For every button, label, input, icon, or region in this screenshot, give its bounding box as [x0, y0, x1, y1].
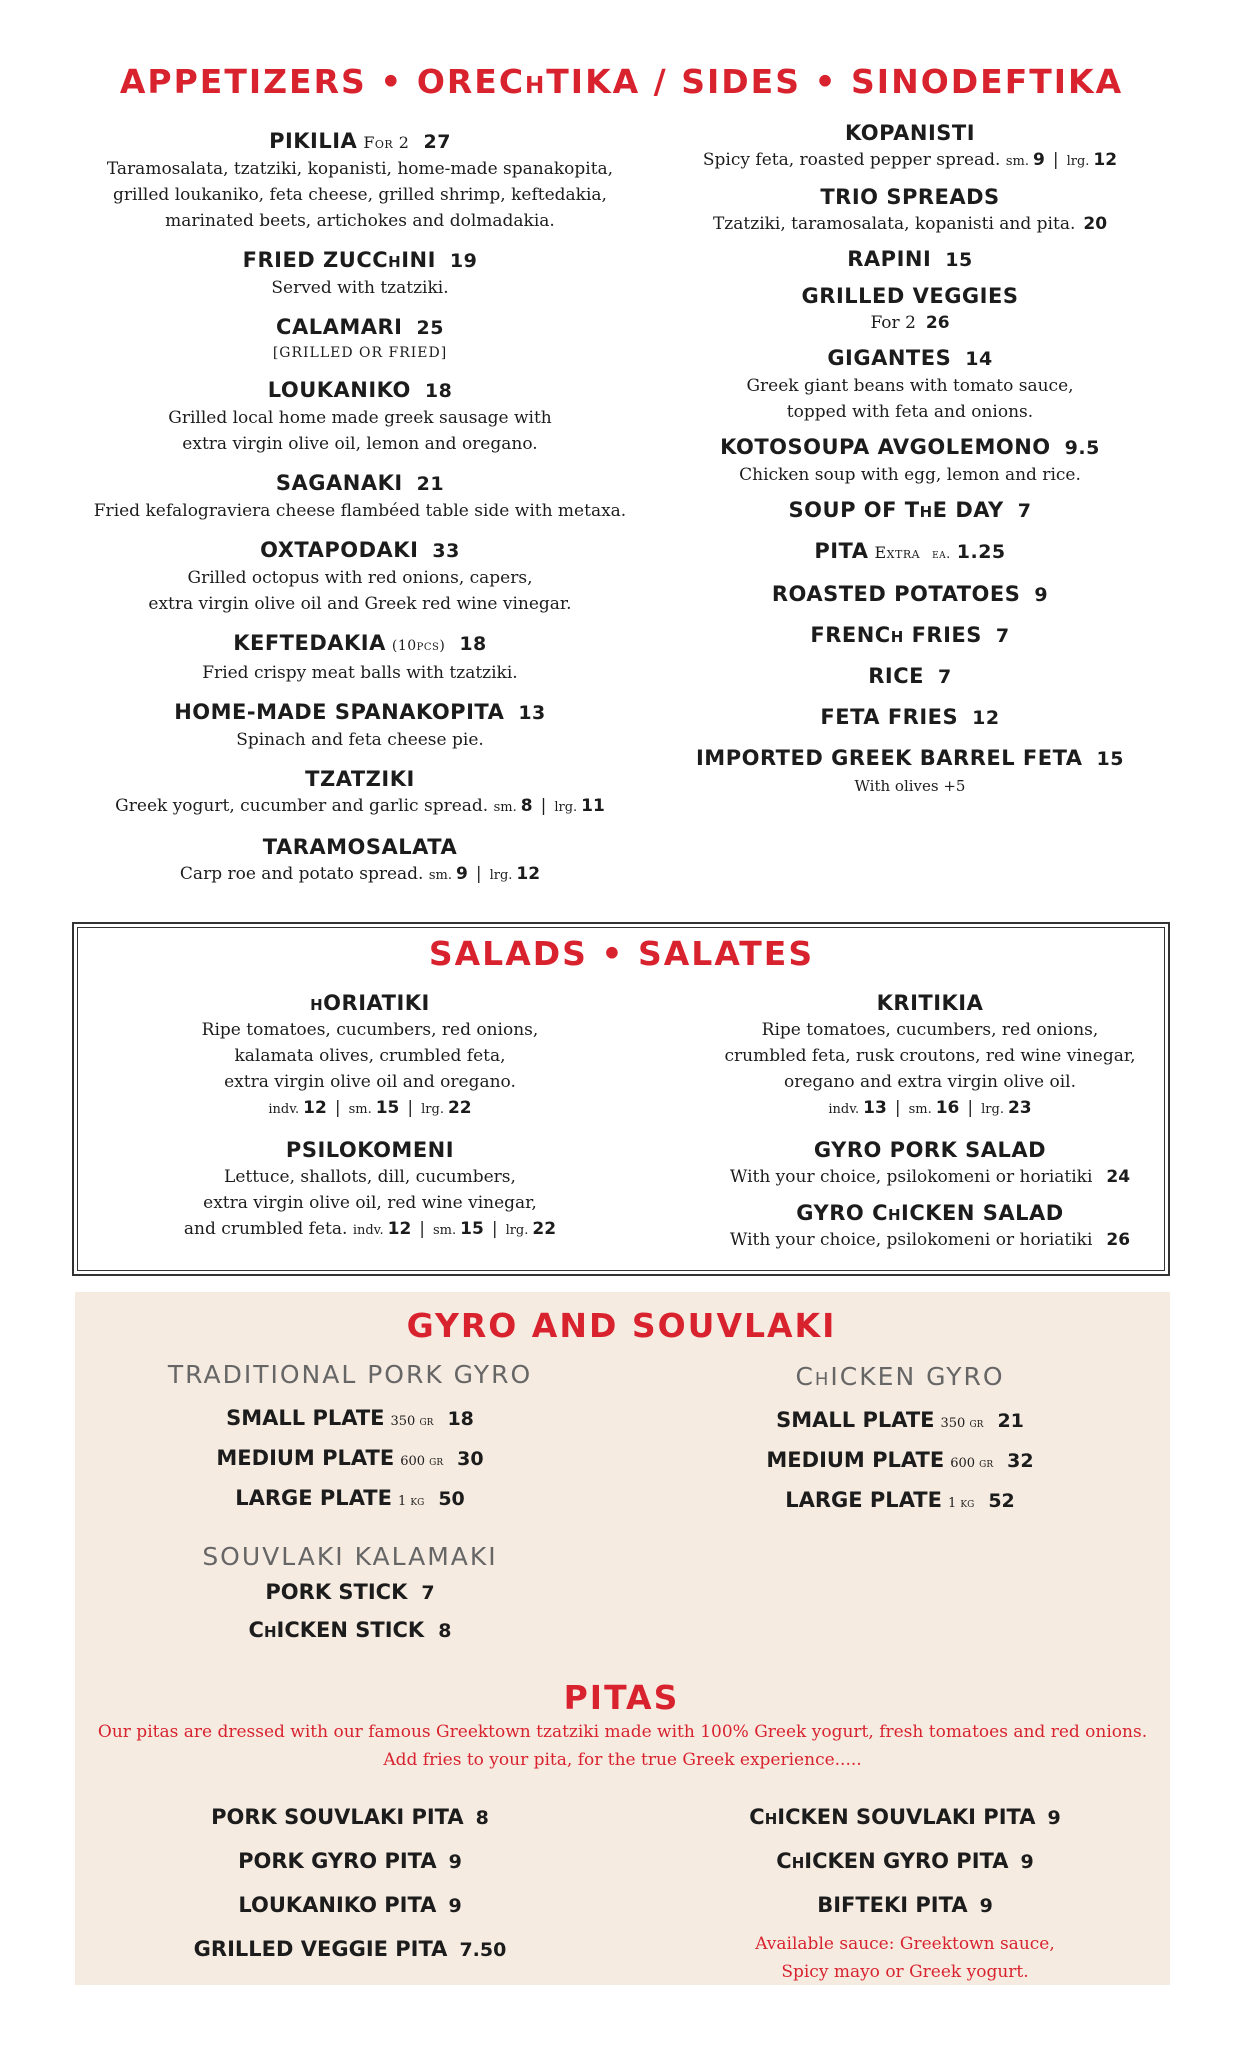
item-price: 9: [456, 864, 468, 884]
salads-left-column: [120, 990, 620, 1244]
menu-item: [80, 630, 640, 686]
menu-item: [650, 663, 1170, 691]
item-desc: With your choice, psilokomeni or horiatiki: [729, 1167, 1093, 1187]
menu-item: [80, 470, 640, 524]
item-desc: Spicy feta, roasted pepper spread.: [702, 150, 1001, 170]
item-name: GRILLED VEGGIES: [801, 284, 1019, 308]
menu-item: [80, 247, 640, 301]
item-name: SOUP OF ThE DAY: [788, 498, 1004, 522]
item-desc: marinated beets, artichokes and dolmadakia.: [165, 211, 555, 231]
menu-item: LOUKANIKO PITA 9: [238, 1893, 462, 1917]
menu-item: [650, 745, 1170, 799]
menu-item: GRILLED VEGGIE PITA 7.50: [193, 1937, 507, 1961]
item-price: 9: [979, 1895, 993, 1917]
item-desc: Fried crispy meat balls with tzatziki.: [202, 663, 518, 683]
item-desc: With olives +5: [854, 777, 966, 795]
menu-item: [80, 537, 640, 617]
menu-item: MEDIUM PLATE 600 gr 32: [766, 1448, 1034, 1472]
item-name: RICE: [868, 664, 924, 688]
item-price: 27: [423, 131, 451, 153]
item-price: 22: [447, 1098, 472, 1118]
item-name: KOPANISTI: [844, 121, 976, 145]
item-price: 7: [1017, 500, 1032, 522]
item-price: 9: [1047, 1807, 1061, 1829]
item-desc: crumbled feta, rusk croutons, red wine vinegar,: [724, 1046, 1136, 1066]
menu-item: KRITIKIA Ripe tomatoes, cucumbers, red onions, crumbled feta, rusk croutons, red wine vinegar, oregano and extra virgin olive oil. indv. 13 | sm. 16 | lrg. 23: [660, 990, 1200, 1123]
menu-item: [80, 699, 640, 753]
item-price: 8: [438, 1620, 452, 1642]
item-price: 24: [1106, 1167, 1131, 1187]
menu-item: [650, 581, 1170, 609]
souvlaki-column: [150, 1540, 550, 1650]
item-price: 18: [447, 1408, 474, 1430]
item-name: GYRO PORK SALAD: [813, 1138, 1047, 1162]
item-desc: Fried kefalograviera cheese flambéed table side with metaxa.: [93, 501, 627, 521]
item-price: 8: [520, 796, 533, 816]
item-name: OXTAPODAKI: [260, 538, 419, 562]
item-note: Extra: [874, 543, 921, 562]
item-price: 33: [432, 540, 460, 562]
item-name: FRENCh FRIES: [810, 623, 982, 647]
item-price: 9: [1020, 1851, 1034, 1873]
item-price: 8: [475, 1807, 489, 1829]
item-price: 9: [1034, 584, 1049, 606]
menu-item: [650, 497, 1170, 525]
item-name: TARAMOSALATA: [262, 835, 458, 859]
menu-item: [650, 622, 1170, 650]
item-price: 13: [518, 702, 546, 724]
menu-item: KOPANISTI Spicy feta, roasted pepper spread. sm. 9 | lrg. 12: [702, 121, 1118, 170]
item-price: 15: [460, 1219, 484, 1239]
item-desc: Chicken soup with egg, lemon and rice.: [739, 465, 1081, 485]
menu-item: [650, 184, 1170, 237]
item-note: For 2: [870, 313, 916, 333]
item-desc: oregano and extra virgin olive oil.: [783, 1072, 1077, 1092]
appetizers-right-column: [650, 120, 1170, 799]
item-name: KEFTEDAKIA: [233, 631, 386, 655]
appetizers-left-column: [80, 128, 640, 889]
item-price: 26: [1106, 1230, 1131, 1250]
item-desc: Grilled local home made greek sausage with: [168, 408, 552, 428]
item-price: 9: [1033, 150, 1045, 170]
item-name: GYRO ChICKEN SALAD: [796, 1201, 1064, 1225]
menu-item: SMALL PLATE 350 gr 21: [776, 1408, 1024, 1432]
item-desc: kalamata olives, crumbled feta,: [234, 1046, 506, 1066]
item-name: ROASTED POTATOES: [771, 582, 1021, 606]
appetizers-title: APPETIZERS • OREChTIKA / SIDES • SINODEFTIKA: [119, 62, 1124, 101]
item-price: 12: [1093, 150, 1118, 170]
item-price: 19: [449, 250, 478, 272]
item-price: 7: [938, 666, 952, 688]
salads-right-column: [660, 990, 1200, 1253]
item-price: 1.25: [956, 541, 1006, 563]
menu-item: [650, 434, 1170, 488]
item-desc: With your choice, psilokomeni or horiatiki: [729, 1230, 1093, 1250]
item-price: 7.50: [459, 1939, 507, 1961]
item-name: hORIATIKI: [310, 991, 430, 1015]
item-name: SAGANAKI: [275, 471, 403, 495]
item-sub: [GRILLED OR FRIED]: [272, 345, 448, 361]
item-price: 15: [945, 249, 973, 271]
item-price: 14: [965, 348, 993, 370]
menu-item: [80, 128, 640, 234]
item-desc: extra virgin olive oil and oregano.: [224, 1072, 516, 1092]
item-desc: topped with feta and onions.: [786, 402, 1034, 422]
item-name: TRIO SPREADS: [820, 185, 1000, 209]
item-price: 12: [387, 1219, 412, 1239]
menu-item: TZATZIKI Greek yogurt, cucumber and garlic spread. sm. 8 | lrg. 11: [115, 767, 605, 816]
item-desc: Spinach and feta cheese pie.: [236, 730, 484, 750]
item-price: 12: [516, 864, 541, 884]
menu-item: LARGE PLATE 1 kg 52: [785, 1488, 1015, 1512]
menu-item: BIFTEKI PITA 9: [817, 1893, 993, 1917]
menu-item: TARAMOSALATA Carp roe and potato spread. sm. 9 | lrg. 12: [179, 835, 541, 884]
item-desc: Greek giant beans with tomato sauce,: [746, 376, 1074, 396]
item-price: 50: [438, 1488, 465, 1510]
item-desc: Taramosalata, tzatziki, kopanisti, home-made spanakopita,: [106, 159, 614, 179]
item-price: 30: [457, 1448, 484, 1470]
item-price: 9: [448, 1851, 462, 1873]
item-desc: Served with tzatziki.: [271, 278, 449, 298]
item-price: 12: [303, 1098, 327, 1118]
item-price: 12: [972, 707, 1000, 729]
item-price: 18: [459, 633, 487, 655]
item-name: PIKILIA: [269, 129, 358, 153]
item-desc: Carp roe and potato spread.: [179, 864, 424, 884]
menu-item: [650, 704, 1170, 732]
item-desc: extra virgin olive oil and Greek red wine vinegar.: [148, 594, 572, 614]
item-desc: and crumbled feta.: [183, 1219, 348, 1239]
pitas-right-column: [695, 1796, 1115, 1986]
item-desc: Ripe tomatoes, cucumbers, red onions,: [201, 1020, 539, 1040]
item-price: 9.5: [1064, 437, 1100, 459]
item-price: 15: [375, 1098, 400, 1118]
item-name: KOTOSOUPA AVGOLEMONO: [720, 435, 1051, 459]
item-name: FRIED ZUCChINI: [242, 248, 436, 272]
item-name: TZATZIKI: [305, 767, 415, 791]
item-name: PITA: [814, 539, 869, 563]
menu-item: SMALL PLATE 350 gr 18: [226, 1406, 474, 1430]
item-desc: Tzatziki, taramosalata, kopanisti and pita.: [712, 214, 1076, 234]
menu-item: PORK GYRO PITA 9: [238, 1849, 462, 1873]
item-price: 7: [995, 625, 1010, 647]
item-note: For 2: [363, 133, 410, 152]
menu-item: [650, 345, 1170, 425]
item-price: 26: [925, 313, 950, 333]
item-price: 32: [1007, 1450, 1034, 1472]
item-desc: Lettuce, shallots, dill, cucumbers,: [224, 1167, 516, 1187]
menu-item: MEDIUM PLATE 600 gr 30: [216, 1446, 484, 1470]
menu-item: PORK STICK 7: [265, 1580, 435, 1604]
item-desc: Greek yogurt, cucumber and garlic spread.: [115, 796, 489, 816]
item-price: 11: [581, 796, 605, 816]
item-price: 18: [424, 380, 453, 402]
chicken-gyro-column: [700, 1360, 1100, 1522]
sauce-note: Available sauce: Greektown sauce, Spicy mayo or Greek yogurt.: [755, 1934, 1055, 1982]
item-name: LOUKANIKO: [267, 378, 411, 402]
menu-item: PORK SOUVLAKI PITA 8: [211, 1805, 489, 1829]
item-name: RAPINI: [847, 247, 932, 271]
item-desc: extra virgin olive oil, lemon and oregano.: [182, 434, 538, 454]
menu-item: ChICKEN STICK 8: [248, 1618, 452, 1642]
menu-item: ChICKEN GYRO PITA 9: [776, 1849, 1034, 1873]
gyro-title: GYRO AND SOUVLAKI: [406, 1306, 837, 1345]
pitas-left-column: [150, 1796, 550, 1972]
item-price: 9: [448, 1895, 462, 1917]
item-name: PSILOKOMENI: [285, 1138, 455, 1162]
chicken-gyro-heading: ChICKEN GYRO: [795, 1362, 1005, 1391]
item-price: 7: [421, 1582, 435, 1604]
menu-item: PITA Extra ea. 1.25: [814, 539, 1006, 563]
menu-item: hORIATIKI Ripe tomatoes, cucumbers, red onions, kalamata olives, crumbled feta, extra virgin olive oil and oregano. indv. 12 | sm. 15 | lrg. 22: [120, 990, 620, 1123]
item-price: 23: [1007, 1098, 1032, 1118]
item-name: HOME-MADE SPANAKOPITA: [174, 700, 505, 724]
menu-item: [80, 314, 640, 364]
item-price: 21: [416, 473, 445, 495]
item-price: 20: [1083, 214, 1108, 234]
item-desc: extra virgin olive oil, red wine vinegar,: [203, 1193, 537, 1213]
item-name: FETA FRIES: [820, 705, 959, 729]
item-name: KRITIKIA: [876, 991, 984, 1015]
item-desc: Ripe tomatoes, cucumbers, red onions,: [761, 1020, 1099, 1040]
menu-item: [80, 377, 640, 457]
pork-gyro-column: [150, 1358, 550, 1520]
pitas-intro: Our pitas are dressed with our famous Greektown tzatziki made with 100% Greek yogurt, fresh tomatoes and red onions. Add fries to your pita, for the true Greek experience.....: [97, 1722, 1148, 1770]
menu-item: ChICKEN SOUVLAKI PITA 9: [749, 1805, 1061, 1829]
item-price: 21: [997, 1410, 1024, 1432]
item-name: IMPORTED GREEK BARREL FETA: [695, 746, 1083, 770]
menu-item: PSILOKOMENI Lettuce, shallots, dill, cucumbers, extra virgin olive oil, red wine vinegar, and crumbled feta. indv. 12 | sm. 15 | lrg. 22: [120, 1137, 620, 1244]
item-desc: Grilled octopus with red onions, capers,: [187, 568, 533, 588]
item-price: 22: [532, 1219, 557, 1239]
item-note: (10pcs): [391, 638, 446, 654]
item-price: 25: [416, 317, 444, 339]
item-price: 52: [988, 1490, 1015, 1512]
item-name: CALAMARI: [276, 315, 403, 339]
item-desc: grilled loukaniko, feta cheese, grilled shrimp, keftedakia,: [113, 185, 607, 205]
salads-title: SALADS • SALATES: [428, 934, 815, 973]
menu-item: [650, 283, 1170, 336]
pork-gyro-heading: TRADITIONAL PORK GYRO: [167, 1360, 533, 1389]
menu-item: [660, 1200, 1200, 1253]
item-price: 13: [863, 1098, 887, 1118]
item-name: GIGANTES: [827, 346, 952, 370]
item-price: 15: [1096, 748, 1124, 770]
souvlaki-heading: SOUVLAKI KALAMAKI: [202, 1542, 498, 1571]
menu-item: LARGE PLATE 1 kg 50: [235, 1486, 465, 1510]
pitas-title: PITAS: [563, 1678, 680, 1717]
item-price: 16: [935, 1098, 960, 1118]
menu-item: [660, 1137, 1200, 1190]
menu-item: [650, 246, 1170, 274]
